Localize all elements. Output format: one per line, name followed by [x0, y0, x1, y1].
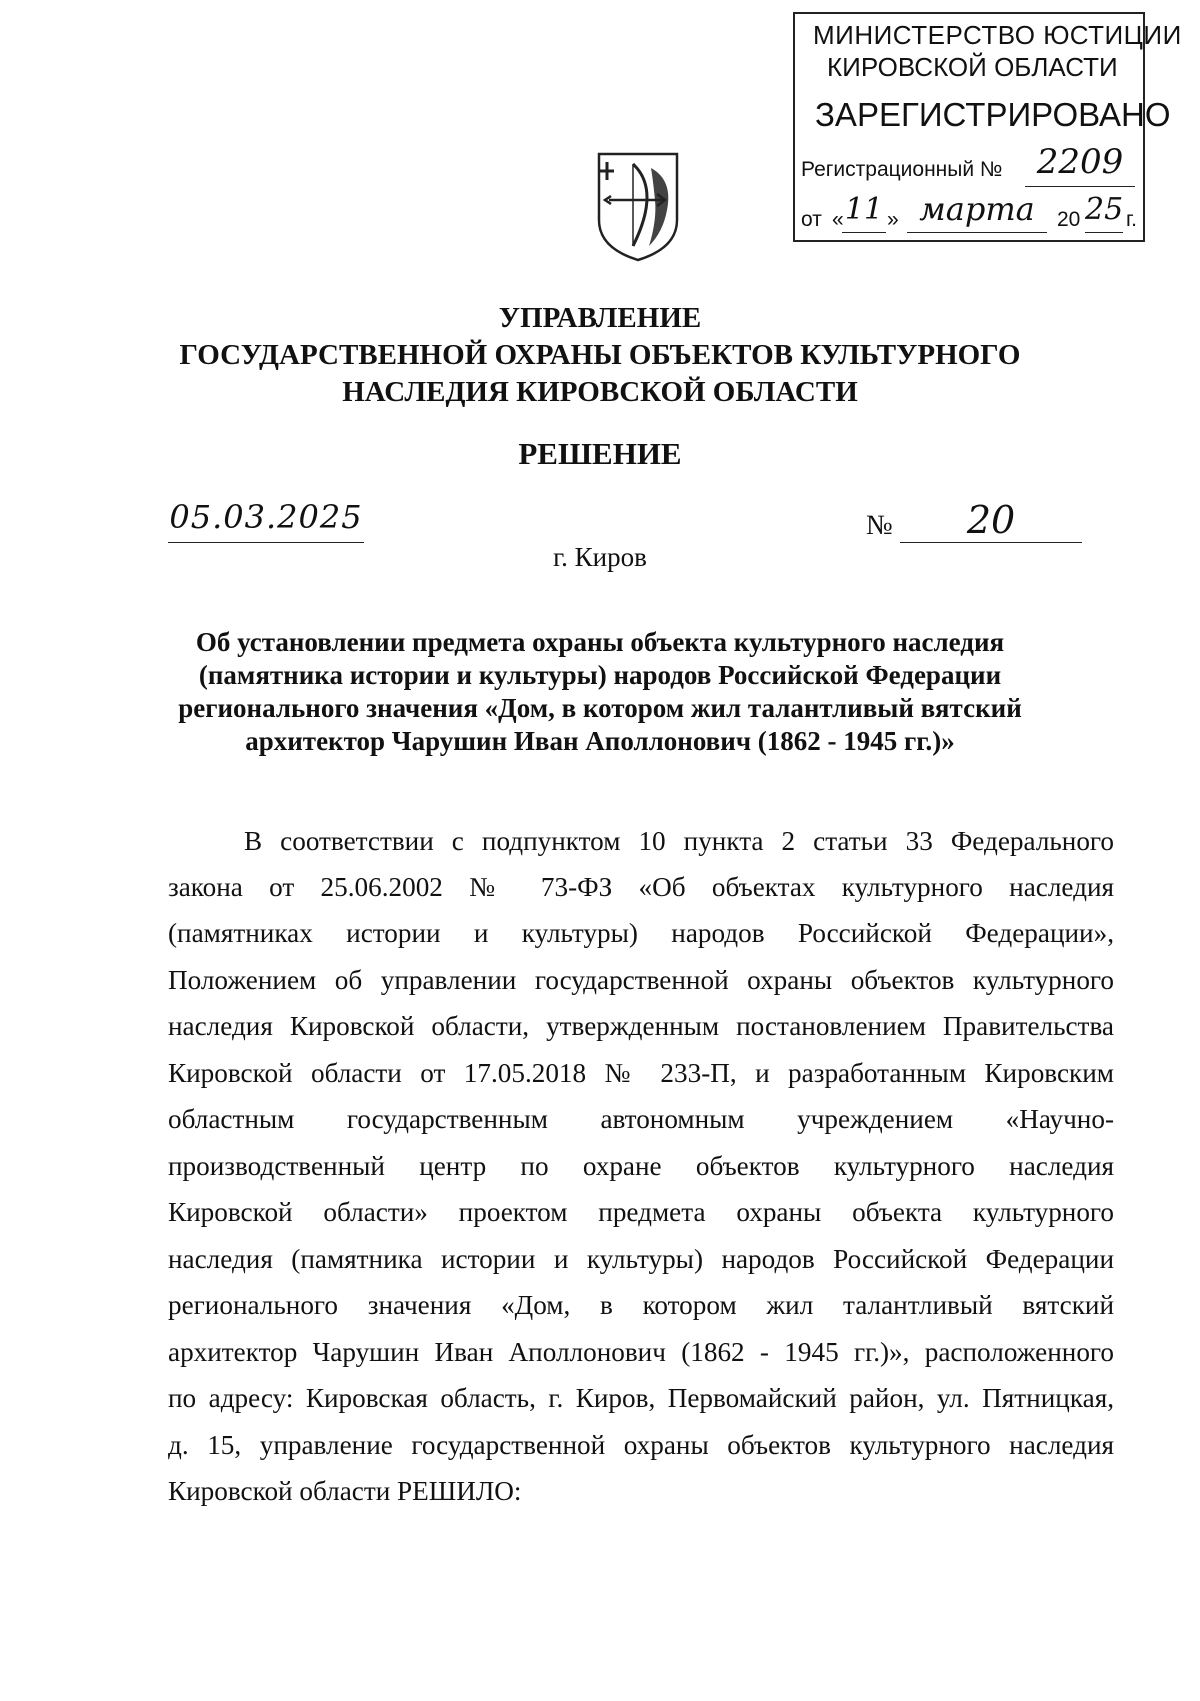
stamp-quote-close: » — [887, 208, 899, 231]
body-line: регионального значения «Дом, в котором жил талантливый вятский — [168, 1290, 1114, 1320]
org-heading-line2: ГОСУДАРСТВЕННОЙ ОХРАНЫ ОБЪЕКТОВ КУЛЬТУРНОГО — [179, 339, 1021, 371]
body-line: наследия (памятника истории и культуры) народов Российской Федерации — [168, 1244, 1114, 1274]
stamp-ministry-line: МИНИСТЕРСТВО ЮСТИЦИИ — [813, 20, 1182, 50]
body-line: закона от 25.06.2002 № 73-ФЗ «Об объектах культурного наследия — [168, 872, 1114, 902]
stamp-registered: ЗАРЕГИСТРИРОВАНО — [815, 96, 1171, 133]
body-line: Кировской области РЕШИЛО: — [168, 1476, 522, 1506]
body-line: наследия Кировской области, утвержденным постановлением Правительства — [168, 1011, 1114, 1041]
stamp-day: 11 — [842, 192, 886, 233]
stamp-century: 20 — [1057, 208, 1081, 231]
body-line: д. 15, управление государственной охраны объектов культурного наследия — [168, 1430, 1114, 1460]
document-type: РЕШЕНИЕ — [518, 436, 682, 471]
body-line: архитектор Чарушин Иван Аполлонович (1862 - 1945 гг.)», расположенного — [168, 1337, 1114, 1367]
body-line: В соответствии с подпунктом 10 пункта 2 статьи 33 Федерального — [244, 826, 1114, 856]
subject-line3: регионального значения «Дом, в котором жил талантливый вятский — [178, 693, 1022, 723]
subject-line4: архитектор Чарушин Иван Аполлонович (1862 - 1945 гг.)» — [245, 726, 955, 756]
coat-of-arms-icon — [593, 150, 683, 262]
city-line: г. Киров — [553, 542, 647, 572]
subject-line2: (памятника истории и культуры) народов Российской Федерации — [198, 660, 1002, 690]
body-line: по адресу: Кировская область, г. Киров, Первомайский район, ул. Пятницкая, — [168, 1383, 1114, 1413]
stamp-from-label: от — [801, 208, 822, 231]
stamp-quote-open: « — [832, 208, 844, 231]
body-line: (памятниках истории и культуры) народов Российской Федерации», — [168, 918, 1114, 948]
stamp-region-line: КИРОВСКОЙ ОБЛАСТИ — [827, 52, 1118, 82]
number-label: № — [866, 510, 893, 541]
body-line: Кировской области» проектом предмета охраны объекта культурного — [168, 1197, 1114, 1227]
org-heading — [0, 300, 1200, 411]
body-line: областным государственным автономным учреждением «Научно- — [168, 1104, 1114, 1134]
stamp-reg-number: 2209 — [1025, 142, 1135, 187]
registration-stamp — [793, 12, 1182, 242]
document-subject — [150, 626, 1050, 758]
stamp-year: 25 — [1085, 192, 1123, 233]
body-line: производственный центр по охране объектов культурного наследия — [168, 1151, 1114, 1181]
body-line: Положением об управлении государственной охраны объектов культурного — [168, 965, 1114, 995]
document-date: 05.03.2025 — [168, 498, 364, 543]
org-heading-line1: УПРАВЛЕНИЕ — [498, 302, 702, 334]
subject-line1: Об установлении предмета охраны объекта культурного наследия — [195, 627, 1005, 657]
stamp-year-suffix: г. — [1126, 208, 1137, 231]
stamp-reg-label: Регистрационный № — [801, 158, 1003, 181]
body-line: Кировской области от 17.05.2018 № 233-П, и разработанным Кировским — [168, 1058, 1114, 1088]
stamp-month: марта — [907, 190, 1047, 233]
document-number: 20 — [900, 498, 1082, 543]
org-heading-line3: НАСЛЕДИЯ КИРОВСКОЙ ОБЛАСТИ — [342, 376, 858, 408]
